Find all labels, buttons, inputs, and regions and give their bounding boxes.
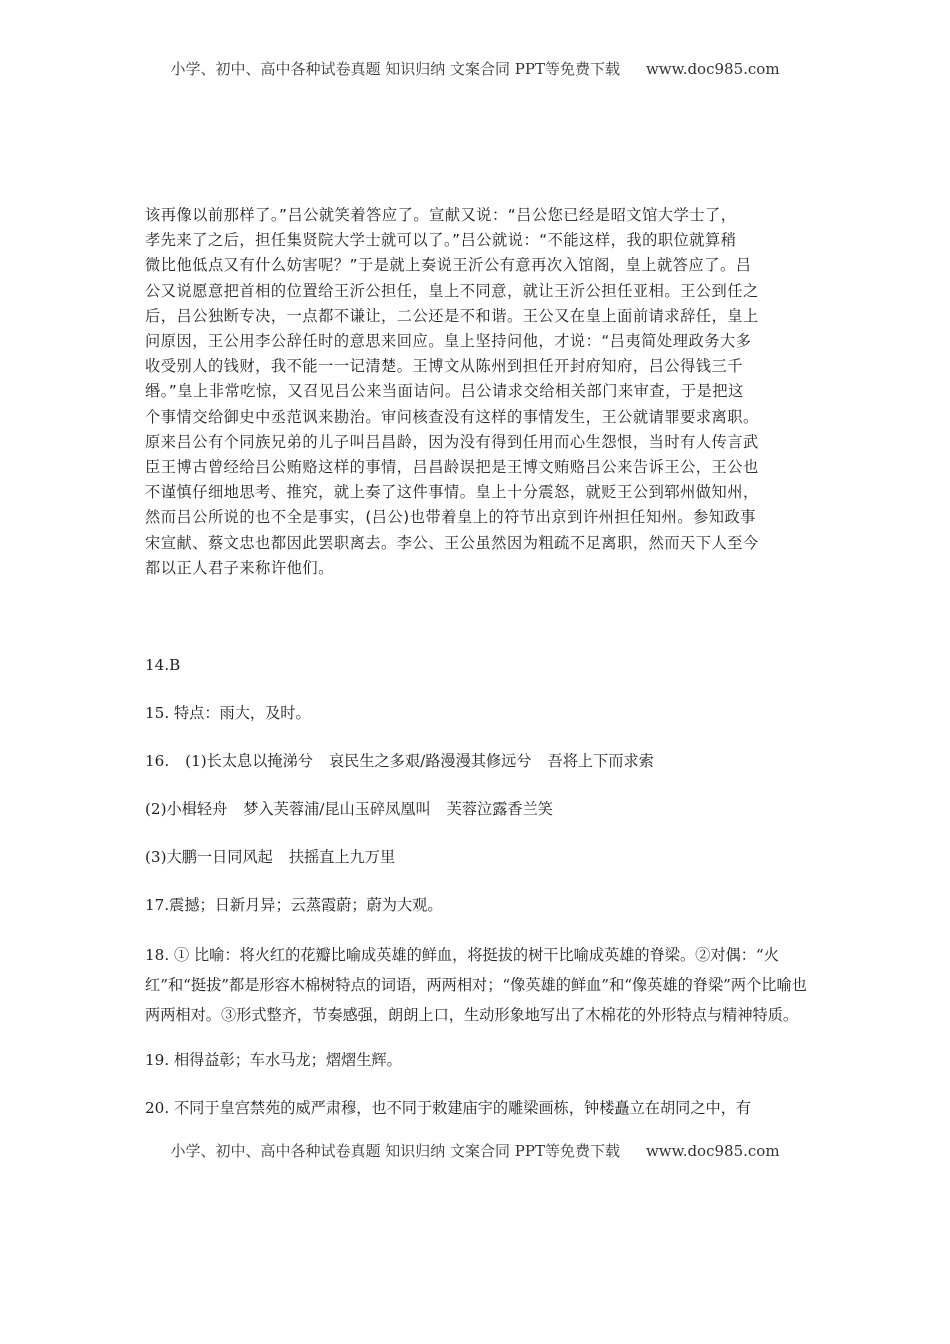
header-site-link[interactable]: www.doc985.com bbox=[645, 60, 780, 78]
answer-16-1 bbox=[145, 748, 815, 775]
answer-15: 15. 特点：雨大，及时。 bbox=[145, 704, 311, 722]
answer-20: 20. 不同于皇宫禁苑的威严肃穆，也不同于敕建庙宇的雕梁画栋，钟楼矗立在胡同之中，有 bbox=[145, 1099, 752, 1117]
footer-text: 小学、初中、高中各种试卷真题 知识归纳 文案合同 PPT等免费下载 bbox=[170, 1142, 620, 1160]
passage-line: 后，吕公独断专决，一点都不谦让，二公还是不和谐。王公又在皇上面前请求辞任，皇上 bbox=[145, 306, 759, 325]
answer-16-3-part: (3)大鹏一日同风起 bbox=[145, 848, 273, 866]
passage-line: 该再像以前那样了。”吕公就笑着答应了。宣献又说：“吕公您已经是昭文馆大学士了， bbox=[145, 206, 737, 224]
passage-line: 孝先来了之后，担任集贤院大学士就可以了。”吕公就说：“不能这样，我的职位就算稍 bbox=[145, 231, 737, 250]
passage-line: 宋宣献、蔡文忠也都因此罢职离去。李公、王公虽然因为粗疏不足离职，然而天下人至今 bbox=[145, 533, 759, 552]
answer-16-3-part: 扶摇直上九万里 bbox=[288, 848, 396, 866]
answer-16-1-part: (1)长太息以掩涕兮 bbox=[185, 752, 313, 770]
passage-line: 问原因，王公用李公辞任时的意思来回应。皇上坚持问他，才说：“吕夷简处理政务大多 bbox=[145, 332, 752, 351]
footer-site-link[interactable]: www.doc985.com bbox=[645, 1142, 780, 1160]
answer-16-1-part: 吾将上下而求索 bbox=[547, 752, 654, 770]
header-text: 小学、初中、高中各种试卷真题 知识归纳 文案合同 PPT等免费下载 bbox=[170, 60, 620, 78]
passage-line: 然而吕公所说的也不全是事实，(吕公)也带着皇上的符节出京到许州担任知州。参知政事 bbox=[145, 508, 756, 527]
translation-passage bbox=[145, 203, 805, 581]
answer-16-3 bbox=[145, 844, 815, 871]
passage-line: 不谨慎仔细地思考、推究，就上奏了这件事情。皇上十分震怒，就贬王公到郓州做知州， bbox=[145, 483, 759, 502]
answer-17: 17.震撼；日新月异；云蒸霞蔚；蔚为大观。 bbox=[145, 896, 443, 914]
passage-line: 原来吕公有个同族兄弟的儿子叫吕昌龄，因为没有得到任用而心生怨恨，当时有人传言武 bbox=[145, 432, 759, 451]
passage-line: 微比他低点又有什么妨害呢？”于是就上奏说王沂公有意再次入馆阁，皇上就答应了。吕 bbox=[145, 256, 752, 275]
page-header bbox=[0, 58, 950, 79]
answer-16-2-part: 芙蓉泣露香兰笑 bbox=[446, 800, 553, 818]
answer-list bbox=[145, 652, 815, 1143]
page-footer bbox=[0, 1140, 950, 1161]
answer-16-2 bbox=[145, 796, 815, 823]
passage-line: 缗。”皇上非常吃惊，又召见吕公来当面诘问。吕公请求交给相关部门来审查，于是把这 bbox=[145, 382, 744, 401]
answer-19: 19. 相得益彰；车水马龙；熠熠生辉。 bbox=[145, 1051, 402, 1069]
answer-16-1-part: 哀民生之多艰/路漫漫其修远兮 bbox=[328, 752, 532, 770]
passage-line: 都以正人君子来称许他们。 bbox=[145, 558, 334, 577]
passage-line: 臣王博古曾经给吕公贿赂这样的事情，吕昌龄误把是王博文贿赂吕公来告诉王公，王公也 bbox=[145, 458, 759, 477]
answer-16-2-part: 梦入芙蓉浦/昆山玉碎凤凰叫 bbox=[243, 800, 431, 818]
answer-18: 18. ① 比喻：将火红的花瓣比喻成英雄的鲜血，将挺拔的树干比喻成英雄的脊梁。②对偶：“火红”和“挺拔”都是形容木棉树特点的词语，两两相对；“像英雄的鲜血”和“像英雄的脊梁”两个比喻也两两相对。③形式整齐，节奏感强，朗朗上口，生动形象地写出了木棉花的外形特点与精神特质。 bbox=[145, 946, 807, 1024]
passage-line: 个事情交给御史中丞范讽来勘治。审问核查没有这样的事情发生，王公就请罪要求离职。 bbox=[145, 407, 759, 426]
answer-16-2-part: (2)小楫轻舟 bbox=[145, 800, 228, 818]
answer-14: 14.B bbox=[145, 656, 181, 674]
passage-line: 收受别人的钱财，我不能一一记清楚。王博文从陈州到担任开封府知府，吕公得钱三千 bbox=[145, 357, 744, 376]
answer-16-number: 16. bbox=[145, 752, 170, 770]
passage-line: 公又说愿意把首相的位置给王沂公担任，皇上不同意，就让王沂公担任亚相。王公到任之 bbox=[145, 281, 759, 300]
